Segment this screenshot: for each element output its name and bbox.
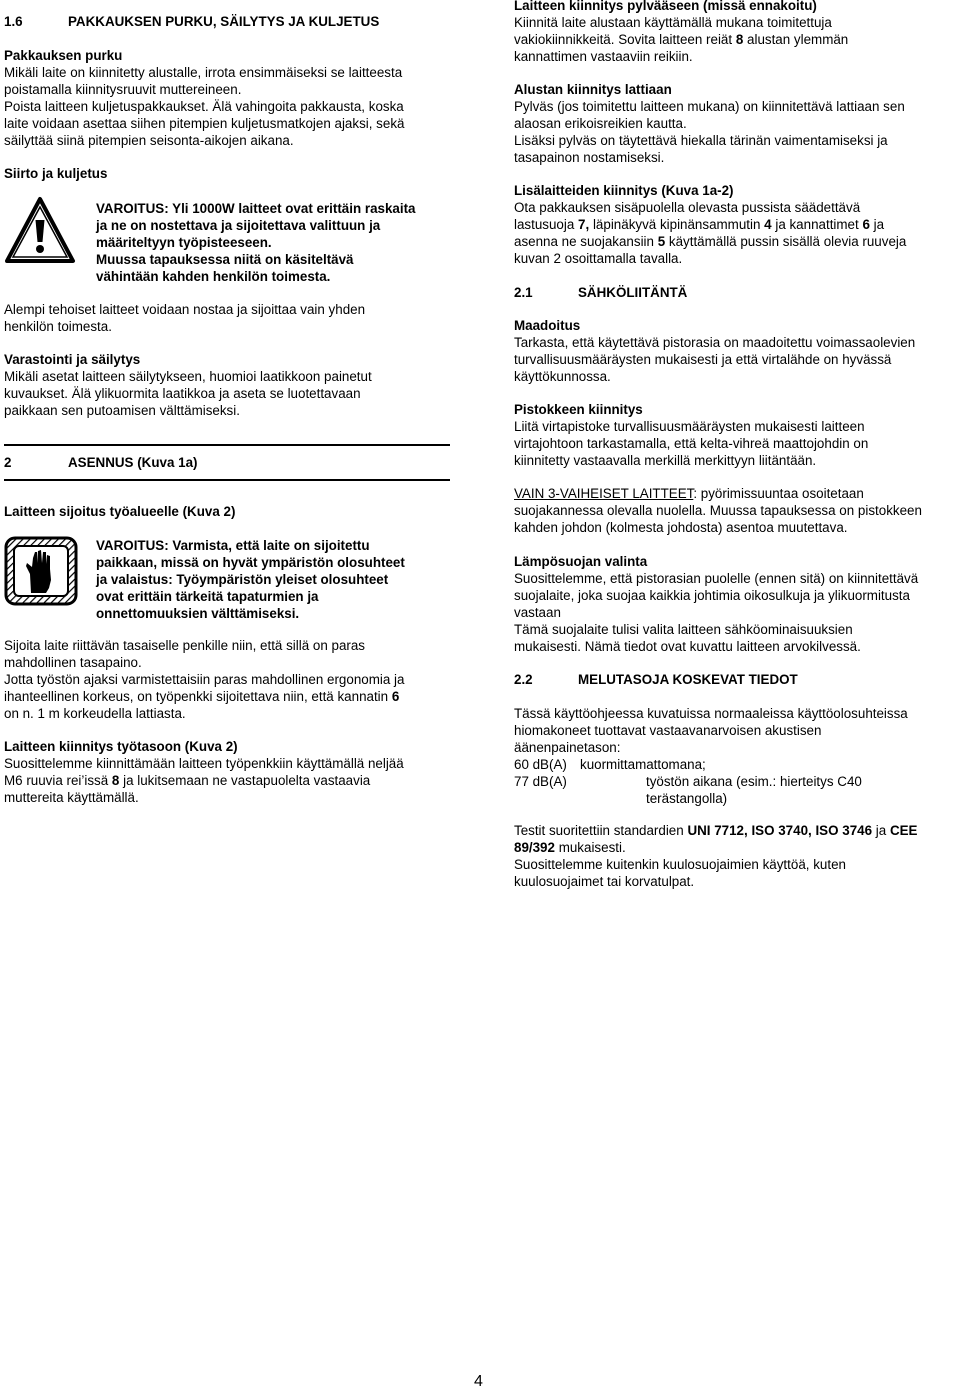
paragraph-line: hiomakoneet tuottavat vastaavanarvoisen akustisen	[514, 722, 822, 738]
noise-levels-table	[514, 757, 960, 808]
floor-mount-section	[514, 82, 960, 167]
storage-line: Mikäli asetat laitteen säilytykseen, huomioi laatikkoon painetut	[4, 368, 372, 384]
unpacking-line: Poista laitteen kuljetuspakkaukset. Älä vahingoita pakkausta, koska	[4, 98, 404, 114]
section-divider	[4, 444, 450, 446]
warning-line: VAROITUS: Yli 1000W laitteet ovat erittäin raskaita	[96, 201, 416, 216]
paragraph-line: Tarkasta, että käytettävä pistorasia on maadoitettu voimassaolevien	[514, 334, 916, 350]
paragraph-line: tasapainon nostamiseksi.	[514, 149, 665, 165]
paragraph-line: Liitä virtapistoke turvallisuusmääräysten mukaisesti laitteen	[514, 418, 865, 434]
paragraph-line: M6 ruuvia rei’issä 8 ja lukitsemaan ne vastapuolelta vastaavia	[4, 772, 371, 788]
floor-mount-heading: Alustan kiinnitys lattiaan	[514, 82, 672, 97]
section-2-heading: 2 ASENNUS (Kuva 1a)	[4, 455, 198, 470]
unpacking-line: säilyttää siinä pitempien seisonta-aikojen aikana.	[4, 132, 294, 148]
section-1-6-heading: 1.6 PAKKAUKSEN PURKU, SÄILYTYS JA KULJETUS	[4, 14, 380, 29]
bench-mount-heading: Laitteen kiinnitys työtasoon (Kuva 2)	[4, 739, 238, 754]
paragraph-line: Tämä suojalaite tulisi valita laitteen sähköominaisuuksien	[514, 621, 853, 637]
paragraph-line: mukaisesti. Nämä tiedot ovat kuvattu laitteen arvokilvessä.	[514, 638, 861, 654]
noise-row: 77 dB(A) työstön aikana (esim.: hierteitys C40	[514, 773, 862, 789]
placement-warning	[96, 538, 405, 623]
paragraph-line: henkilön toimesta.	[4, 318, 112, 334]
warning-line: määriteltyyn työpisteeseen.	[96, 234, 272, 250]
transport-after-text	[4, 302, 452, 336]
paragraph-line: Suosittelemme, että pistorasian puolelle (ennen sitä) on kiinnitettävä	[514, 570, 919, 586]
paragraph-line: kahden johdon (kolmesta johdosta) asentoa muutettava.	[514, 519, 848, 535]
paragraph-line: käyttökunnossa.	[514, 368, 611, 384]
paragraph-line: vastaan	[514, 604, 561, 620]
paragraph-line: Jotta työstön ajaksi varmistettaisiin paras mahdollinen ergonomia ja	[4, 671, 405, 687]
paragraph-line: Ota pakkauksen sisäpuolella olevasta pussista säädettävä	[514, 199, 861, 215]
grounding-heading: Maadoitus	[514, 318, 581, 333]
paragraph-line: suojakannessa olevalla nuolella. Muussa tapauksessa on pistokkeen	[514, 502, 922, 518]
warning-line: ovat erittäin tärkeitä tapaturmien ja	[96, 588, 319, 604]
paragraph-line: Tässä käyttöohjeessa kuvatuissa normaaleissa käyttöolosuhteissa	[514, 706, 908, 721]
column-mount-section	[514, 0, 960, 66]
storage-section	[4, 352, 452, 420]
placement-text	[4, 638, 452, 723]
paragraph-line: kuulosuojaimet tai korvatulpat.	[514, 873, 695, 889]
paragraph-line: Sijoita laite riittävän tasaiselle penkille niin, että sillä on paras	[4, 638, 365, 653]
plug-section	[514, 402, 960, 470]
storage-line: kuvaukset. Älä ylikuormita laatikkoa ja aseta se luotettavaan	[4, 385, 361, 401]
paragraph-line: mahdollinen tasapaino.	[4, 654, 142, 670]
grounding-section	[514, 318, 960, 386]
unpacking-section	[4, 48, 452, 149]
paragraph-line: 89/392 mukaisesti.	[514, 839, 626, 855]
paragraph-line: Lisäksi pylväs on täytettävä hiekalla tärinän vaimentamiseksi ja	[514, 132, 888, 148]
paragraph-line: alaosan erikoisreikien kautta.	[514, 115, 687, 131]
paragraph-line: virtajohtoon tarkastamalla, että kelta-vihreä maattojohdin on	[514, 435, 869, 451]
transport-heading: Siirto ja kuljetus	[4, 166, 108, 181]
section-2-2-heading: 2.2 MELUTASOJA KOSKEVAT TIEDOT	[514, 672, 798, 687]
section-2-1-heading: 2.1 SÄHKÖLIITÄNTÄ	[514, 285, 688, 300]
noise-row: 60 dB(A) kuormittamattomana;	[514, 756, 706, 772]
paragraph-line: lastusuoja 7, läpinäkyvä kipinänsammutin 4 ja kannattimet 6 ja	[514, 216, 885, 232]
three-phase-section	[514, 486, 960, 537]
paragraph-line: ihanteellinen korkeus, on työpenkki sijoitettava niin, että kannatin 6	[4, 688, 400, 704]
transport-warning	[96, 201, 416, 286]
paragraph-line: Alempi tehoiset laitteet voidaan nostaa ja sijoittaa vain yhden	[4, 302, 366, 317]
paragraph-line: äänenpainetason:	[514, 739, 621, 755]
paragraph-line: muttereita käyttämällä.	[4, 789, 139, 805]
column-mount-heading: Laitteen kiinnitys pylvääseen (missä ennakoitu)	[514, 0, 817, 13]
paragraph-line: kannattimen vastaaviin reikiin.	[514, 48, 693, 64]
storage-line: paikkaan sen putoamisen välttämiseksi.	[4, 402, 240, 418]
paragraph-line: vakiokiinnikkeitä. Sovita laitteen reiät 8 alustan ylemmän	[514, 31, 849, 47]
warning-line: ja valaistus: Työympäristön yleiset olosuhteet	[96, 571, 389, 587]
paragraph-line: Pylväs (jos toimitettu laitteen mukana) on kiinnitettävä lattiaan sen	[514, 98, 905, 114]
thermal-heading: Lämpösuojan valinta	[514, 554, 648, 569]
noise-row: terästangolla)	[646, 790, 728, 806]
accessories-heading: Lisälaitteiden kiinnitys (Kuva 1a-2)	[514, 183, 734, 198]
thermal-protection-section	[514, 554, 960, 655]
paragraph-line: Suosittelemme kiinnittämään laitteen työpenkkiin käyttämällä neljää	[4, 755, 404, 771]
paragraph-line: turvallisuusmääräysten mukaisesti ja että virtalähde on hyvässä	[514, 351, 892, 367]
bench-mount-section	[4, 739, 452, 807]
standards-section	[514, 823, 960, 891]
stop-hand-icon	[4, 536, 78, 611]
warning-line: ja ne on nostettava ja sijoitettava valittuun ja	[96, 217, 381, 233]
warning-line: Muussa tapauksessa niitä on käsiteltävä	[96, 251, 354, 267]
warning-line: VAROITUS: Varmista, että laite on sijoitettu	[96, 538, 370, 553]
warning-triangle-icon	[4, 196, 76, 269]
warning-line: paikkaan, missä on hyvät ympäristön olosuhteet	[96, 554, 405, 570]
noise-section	[514, 706, 960, 807]
unpacking-heading: Pakkauksen purku	[4, 48, 123, 63]
accessories-section	[514, 183, 960, 268]
unpacking-line: laite voidaan asettaa siihen pitempien kuljetusmatkojen ajaksi, sekä	[4, 115, 405, 131]
section-divider	[4, 479, 450, 481]
warning-line: onnettomuuksien välttämiseksi.	[96, 605, 300, 621]
warning-line: vähintään kahden henkilön toimesta.	[96, 268, 331, 284]
paragraph-line: on n. 1 m korkeudella lattiasta.	[4, 705, 186, 721]
paragraph-line: Testit suoritettiin standardien UNI 7712, ISO 3740, ISO 3746 ja CEE	[514, 823, 918, 838]
paragraph-line: Suosittelemme kuitenkin kuulosuojaimien käyttöä, kuten	[514, 856, 846, 872]
placement-heading: Laitteen sijoitus työalueelle (Kuva 2)	[4, 504, 236, 519]
paragraph-line: VAIN 3-VAIHEISET LAITTEET: pyörimissuuntaa osoitetaan	[514, 486, 864, 501]
paragraph-line: suojalaite, joka suojaa kaikkia johtimia oikosulkuja ja ylikuormitusta	[514, 587, 910, 603]
paragraph-line: kiinnitetty vastaavalla merkillä merkittyyn liitäntään.	[514, 452, 817, 468]
paragraph-line: kuvan 2 osoittamalla tavalla.	[514, 250, 683, 266]
page-number: 4	[474, 1373, 483, 1390]
paragraph-line: asenna ne suojakansiin 5 käyttämällä pussin sisällä olevia ruuveja	[514, 233, 907, 249]
unpacking-line: poistamalla kiinnitysruuvit muttereineen.	[4, 81, 242, 97]
storage-heading: Varastointi ja säilytys	[4, 352, 141, 367]
paragraph-line: Kiinnitä laite alustaan käyttämällä mukana toimitettuja	[514, 14, 832, 30]
plug-heading: Pistokkeen kiinnitys	[514, 402, 643, 417]
unpacking-line: Mikäli laite on kiinnitetty alustalle, irrota ensimmäiseksi se laitteesta	[4, 64, 403, 80]
